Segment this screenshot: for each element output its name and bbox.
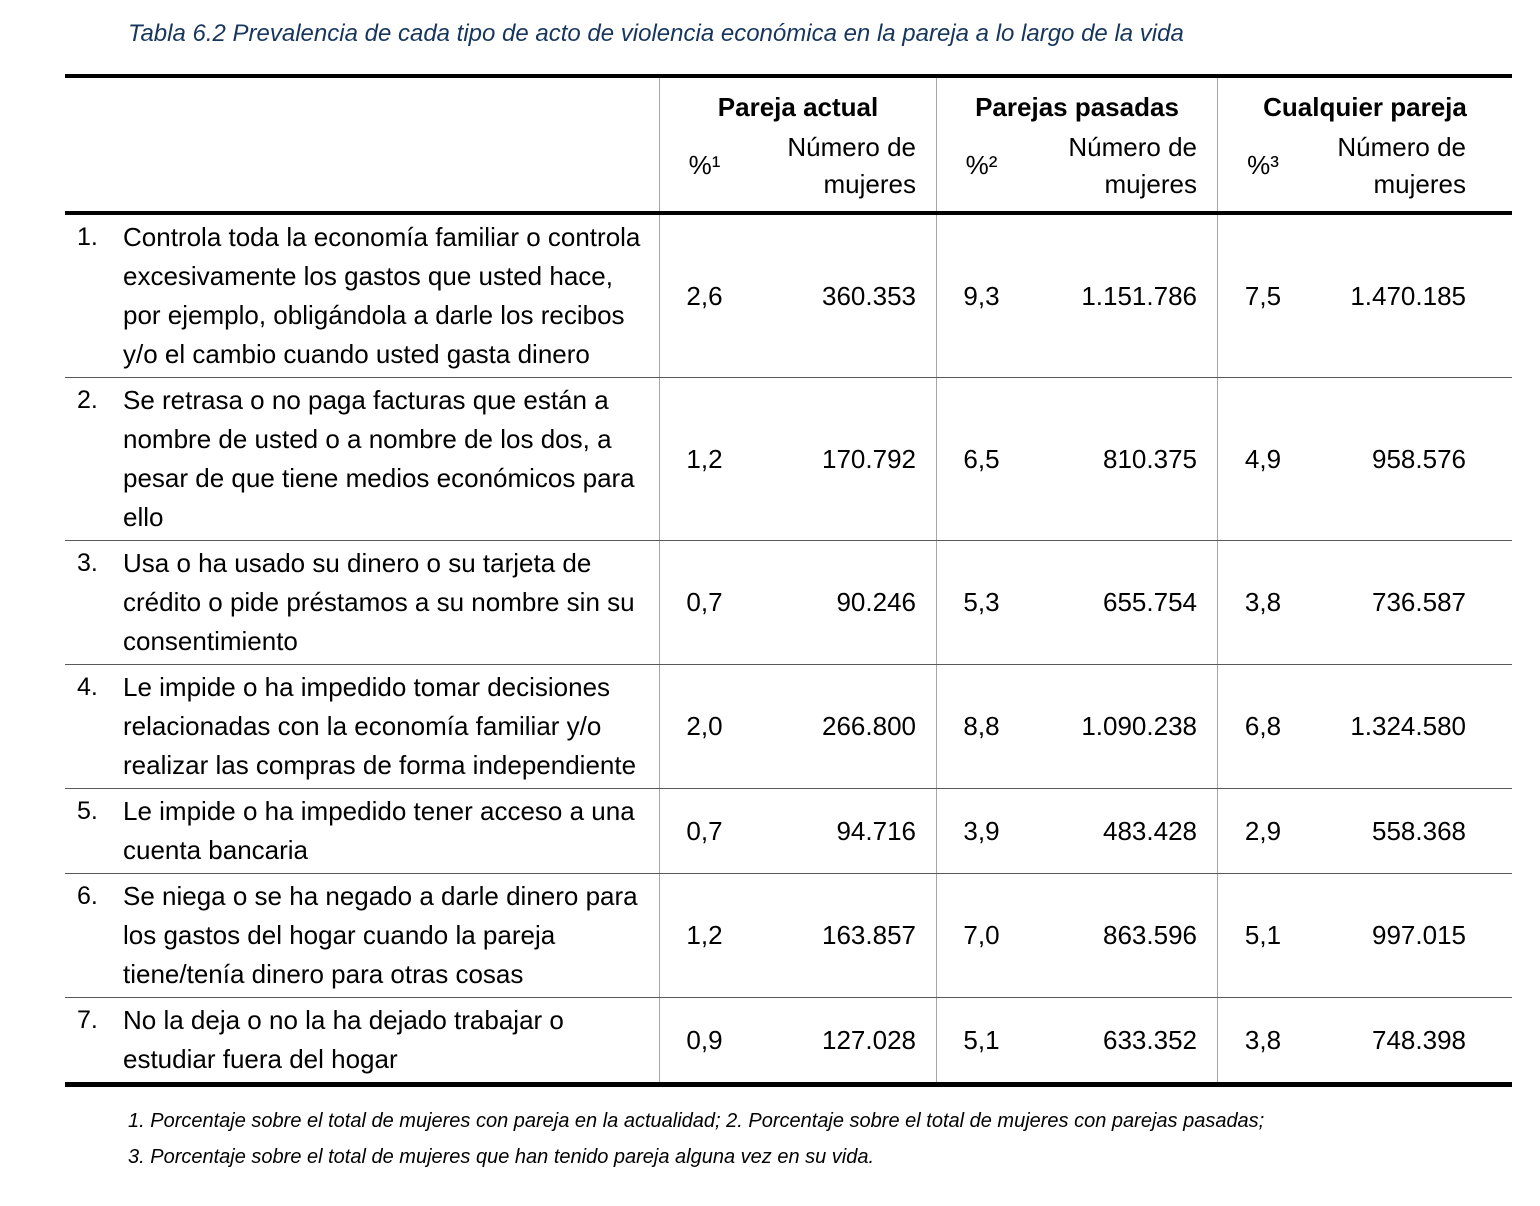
pct-pareja-actual: 0,9: [659, 998, 749, 1082]
num-cualquier-pareja: 736.587: [1372, 587, 1466, 617]
item-text: Se retrasa o no paga facturas que están a nombre de usted o a nombre de los dos, a pesar de que tiene medios económicos para ello: [123, 385, 635, 532]
item-number: 1.: [77, 223, 98, 251]
pct-cualquier-pareja: 2,9: [1217, 789, 1308, 873]
item-text: Le impide o ha impedido tomar decisiones relacionadas con la economía familiar y/o realizar las compras de forma independiente: [123, 672, 637, 780]
header-num-mujeres-2: Número de mujeres: [1068, 132, 1197, 199]
item-number: 7.: [77, 1006, 98, 1034]
item-number: 5.: [77, 797, 98, 825]
table-caption: Tabla 6.2 Prevalencia de cada tipo de acto de violencia económica en la pareja a lo largo de la vida: [128, 20, 1184, 47]
item-number: 4.: [77, 673, 98, 701]
num-pareja-actual: 266.800: [822, 711, 916, 741]
item-description-cell: [65, 378, 659, 540]
pct-pareja-actual: 0,7: [659, 541, 749, 664]
table-row: [65, 874, 1512, 998]
item-description-cell: [65, 541, 659, 664]
num-pareja-actual: 94.716: [836, 815, 916, 846]
num-cualquier-pareja: 748.398: [1372, 1024, 1466, 1055]
pct-cualquier-pareja: 3,8: [1217, 541, 1308, 664]
item-text: Le impide o ha impedido tener acceso a una cuenta bancaria: [123, 796, 635, 865]
table-row: [65, 215, 1512, 378]
num-parejas-pasadas: 655.754: [1103, 587, 1197, 617]
num-parejas-pasadas: 483.428: [1103, 815, 1197, 846]
pct-parejas-pasadas: 9,3: [936, 215, 1026, 377]
footnote-line-1: 1. Porcentaje sobre el total de mujeres con pareja en la actualidad; 2. Porcentaje sobre el total de mujeres con parejas pasadas;: [128, 1110, 1265, 1132]
num-pareja-actual: 90.246: [836, 587, 916, 617]
pct-pareja-actual: 2,0: [659, 665, 749, 788]
pct-parejas-pasadas: 6,5: [936, 378, 1026, 540]
num-parejas-pasadas: 863.596: [1103, 920, 1197, 950]
header-num-mujeres-1: Número de mujeres: [787, 132, 916, 199]
num-cualquier-pareja: 558.368: [1372, 815, 1466, 846]
header-group-row: [65, 78, 1512, 127]
pct-pareja-actual: 1,2: [659, 378, 749, 540]
header-pct-2: %²: [936, 127, 1026, 211]
column-group-cualquier-pareja: Cualquier pareja: [1217, 78, 1512, 127]
pct-cualquier-pareja: 4,9: [1217, 378, 1308, 540]
table-row: [65, 665, 1512, 789]
table-row: [65, 378, 1512, 541]
num-cualquier-pareja: 1.324.580: [1350, 711, 1466, 741]
header-num-mujeres-3: Número de mujeres: [1337, 132, 1466, 199]
num-cualquier-pareja: 1.470.185: [1350, 280, 1466, 311]
pct-parejas-pasadas: 7,0: [936, 874, 1026, 997]
pct-cualquier-pareja: 3,8: [1217, 998, 1308, 1082]
pct-parejas-pasadas: 3,9: [936, 789, 1026, 873]
table-row: [65, 541, 1512, 665]
pct-parejas-pasadas: 8,8: [936, 665, 1026, 788]
num-cualquier-pareja: 997.015: [1372, 920, 1466, 950]
item-text: Se niega o se ha negado a darle dinero para los gastos del hogar cuando la pareja tiene/tenía dinero para otras cosas: [123, 881, 638, 989]
item-number: 6.: [77, 882, 98, 910]
data-table: [65, 74, 1512, 1087]
num-parejas-pasadas: 633.352: [1103, 1024, 1197, 1055]
item-number: 3.: [77, 549, 98, 577]
pct-parejas-pasadas: 5,3: [936, 541, 1026, 664]
item-description-cell: [65, 998, 659, 1082]
item-text: Usa o ha usado su dinero o su tarjeta de crédito o pide préstamos a su nombre sin su consentimiento: [123, 548, 635, 656]
item-description-cell: [65, 665, 659, 788]
num-pareja-actual: 170.792: [822, 443, 916, 474]
column-group-parejas-pasadas: Parejas pasadas: [936, 78, 1217, 127]
num-parejas-pasadas: 810.375: [1103, 443, 1197, 474]
footnotes: [128, 1103, 1540, 1175]
pct-pareja-actual: 0,7: [659, 789, 749, 873]
header-subrow: [65, 127, 1512, 211]
footnote-line-2: 3. Porcentaje sobre el total de mujeres que han tenido pareja alguna vez en su vida.: [128, 1146, 875, 1168]
pct-parejas-pasadas: 5,1: [936, 998, 1026, 1082]
item-number: 2.: [77, 386, 98, 414]
pct-cualquier-pareja: 5,1: [1217, 874, 1308, 997]
table-row: [65, 998, 1512, 1082]
header-corner-cell: [65, 78, 659, 127]
item-description-cell: [65, 874, 659, 997]
header-pct-3: %³: [1217, 127, 1308, 211]
table-header: [65, 78, 1512, 215]
header-pct-1: %¹: [659, 127, 749, 211]
item-description-cell: [65, 215, 659, 377]
num-parejas-pasadas: 1.090.238: [1081, 711, 1197, 741]
pct-cualquier-pareja: 7,5: [1217, 215, 1308, 377]
num-parejas-pasadas: 1.151.786: [1081, 280, 1197, 311]
num-cualquier-pareja: 958.576: [1372, 443, 1466, 474]
table-body: [65, 215, 1512, 1082]
pct-pareja-actual: 1,2: [659, 874, 749, 997]
num-pareja-actual: 360.353: [822, 280, 916, 311]
pct-pareja-actual: 2,6: [659, 215, 749, 377]
num-pareja-actual: 127.028: [822, 1024, 916, 1055]
table-row: [65, 789, 1512, 874]
item-description-cell: [65, 789, 659, 873]
pct-cualquier-pareja: 6,8: [1217, 665, 1308, 788]
column-group-pareja-actual: Pareja actual: [659, 78, 936, 127]
num-pareja-actual: 163.857: [822, 920, 916, 950]
header-corner-cell: [65, 127, 659, 211]
item-text: Controla toda la economía familiar o controla excesivamente los gastos que usted hace, por ejemplo, obligándola a darle los recibos y/o el cambio cuando usted gasta dinero: [123, 222, 641, 369]
item-text: No la deja o no la ha dejado trabajar o estudiar fuera del hogar: [123, 1005, 564, 1074]
